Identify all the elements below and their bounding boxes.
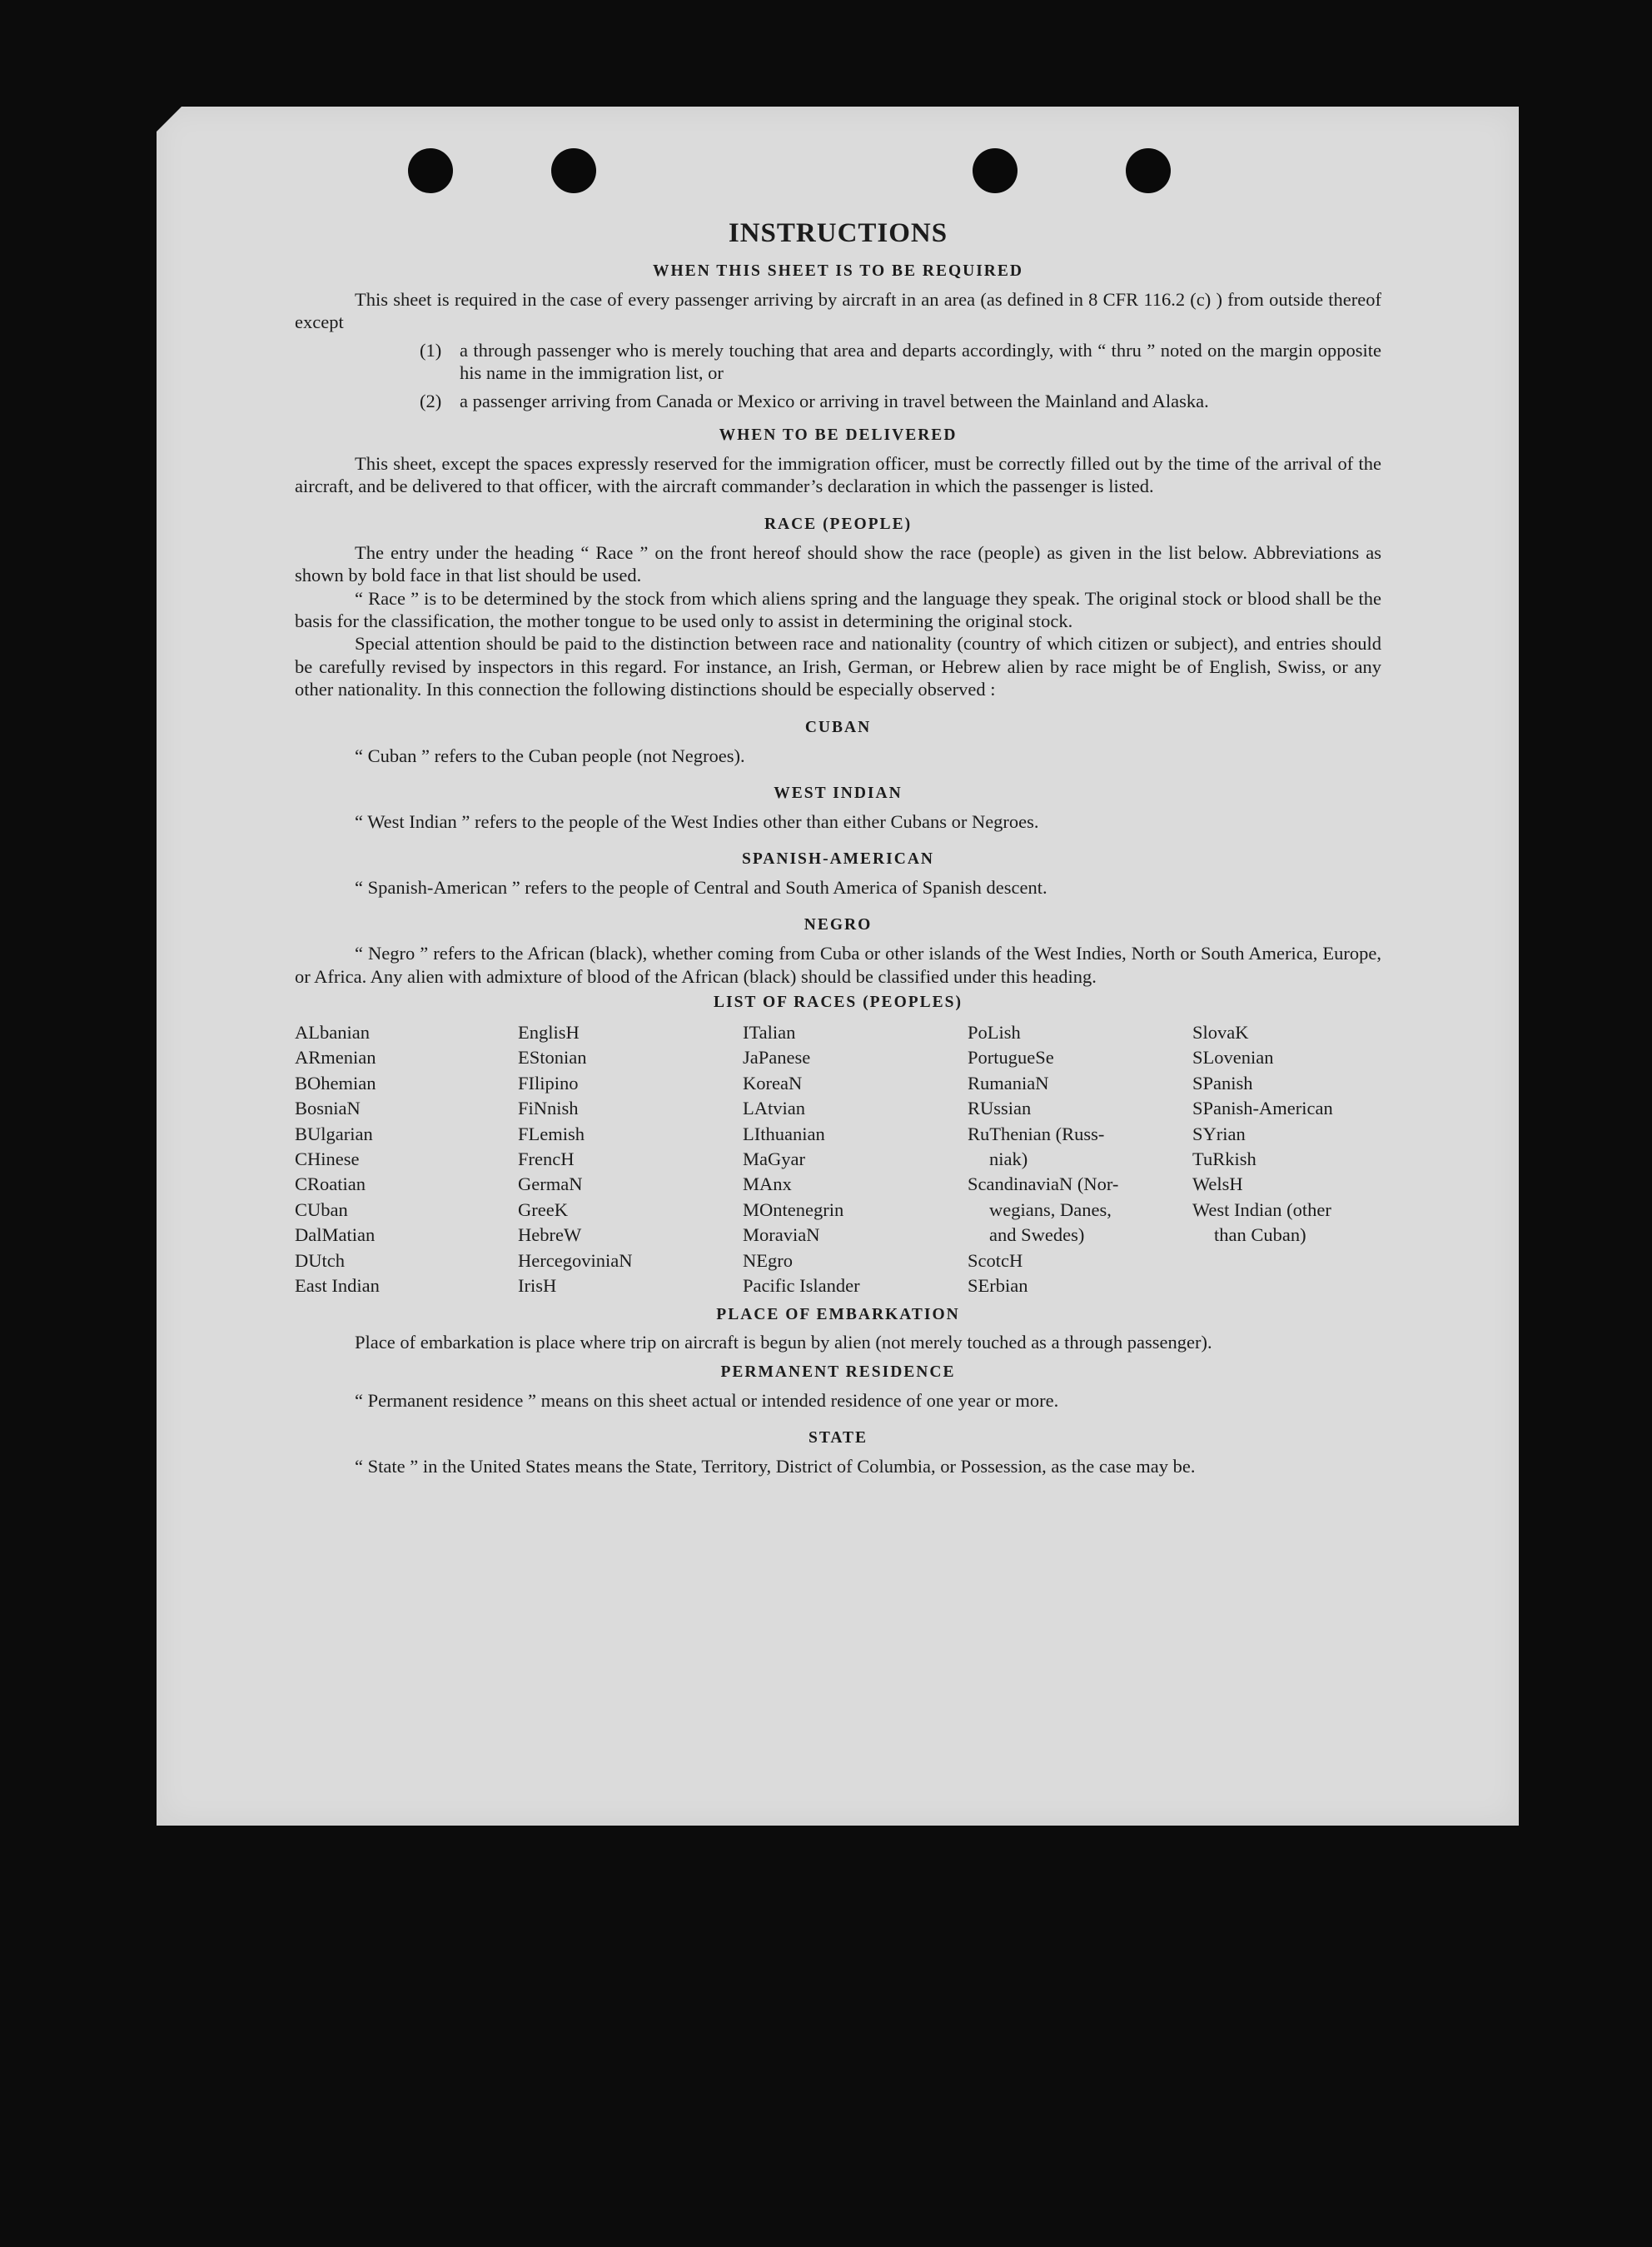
race-entry: ScandinaviaN (Nor- (968, 1173, 1119, 1195)
exception-text: a through passenger who is merely touching that area and departs accordingly, with “ thru ” noted on the margin opposite his name in the immigration list, or (460, 339, 1381, 384)
race-entry: MaGyar (743, 1148, 805, 1169)
embarkation-text: Place of embarkation is place where trip on aircraft is begun by alien (not merely touched as a through passenger). (355, 1332, 1212, 1353)
race-entry: HebreW (518, 1224, 582, 1246)
required-intro-text: This sheet is required in the case of every passenger arriving by aircraft in an area (as defined in 8 CFR 116.2 (c) ) from outside thereof except (295, 289, 1381, 333)
race-entry: MOntenegrin (743, 1198, 844, 1220)
exception-number: (1) (420, 339, 442, 361)
punch-hole (408, 148, 453, 193)
race-entry: CUban (295, 1198, 348, 1220)
section-heading-residence: PERMANENT RESIDENCE (720, 1363, 956, 1381)
residence-text: “ Permanent residence ” means on this sheet actual or intended residence of one year or more. (355, 1389, 1059, 1411)
race-entry: ScotcH (968, 1249, 1023, 1271)
race-entry: MoraviaN (743, 1224, 820, 1246)
section-heading-negro: NEGRO (804, 916, 873, 934)
exceptions-list (295, 339, 1381, 412)
race-entry: FLemish (518, 1123, 585, 1144)
required-intro (295, 288, 1381, 334)
races-column (743, 1021, 968, 1300)
race-entry: WelsH (1192, 1173, 1243, 1195)
race-entry: CHinese (295, 1148, 360, 1169)
race-entry: SLovenian (1192, 1047, 1274, 1069)
punch-hole (551, 148, 596, 193)
punch-hole (973, 148, 1018, 193)
race-paragraph: “ Race ” is to be determined by the stock from which aliens spring and the language they speak. The original stock or blood shall be the basis for the classification, the mother tongue to be used only to assist in determining the original stock. (295, 587, 1381, 631)
race-entry: FiNnish (518, 1098, 579, 1119)
races-column (968, 1021, 1192, 1300)
race-entry: East Indian (295, 1275, 380, 1297)
section-heading-west-indian: WEST INDIAN (774, 784, 903, 802)
state-text: “ State ” in the United States means the State, Territory, District of Columbia, or Possession, as the case may be. (355, 1455, 1196, 1477)
race-entry: SPanish (1192, 1072, 1253, 1094)
race-entry: ITalian (743, 1021, 796, 1043)
race-entry: RuThenian (Russ- (968, 1123, 1105, 1144)
race-entry: HercegoviniaN (518, 1249, 633, 1271)
race-paragraph: The entry under the heading “ Race ” on the front hereof should show the race (people) as given in the list below. Abbreviations as shown by bold face in that list should be used. (295, 541, 1381, 586)
race-entry: EnglisH (518, 1021, 580, 1043)
race-entry: ALbanian (295, 1021, 370, 1043)
race-paragraph: Special attention should be paid to the distinction between race and nationality (country of which citizen or subject), and entries should be carefully revised by inspectors in this regard. For instance, an Irish, German, or Hebrew alien by race might be of English, Swiss, or any other nationality. In this connection the following distinctions should be especially observed : (295, 633, 1381, 700)
race-entry: PortugueSe (968, 1047, 1054, 1069)
race-entry: LAtvian (743, 1098, 805, 1119)
section-heading-required: WHEN THIS SHEET IS TO BE REQUIRED (653, 262, 1023, 281)
race-entry: GreeK (518, 1198, 568, 1220)
section-heading-embarkation: PLACE OF EMBARKATION (716, 1305, 960, 1323)
document-sheet (157, 107, 1519, 1826)
instructions-content (295, 217, 1381, 1477)
race-entry: SErbian (968, 1275, 1028, 1297)
race-entry: KoreaN (743, 1072, 803, 1094)
race-entry: JaPanese (743, 1047, 811, 1069)
race-entry: RUssian (968, 1098, 1032, 1119)
section-heading-list: LIST OF RACES (PEOPLES) (713, 994, 963, 1012)
race-entry: MAnx (743, 1173, 792, 1195)
race-entry-continued: than Cuban) (1214, 1224, 1306, 1246)
race-entry: PoLish (968, 1021, 1021, 1043)
race-entry-continued: and Swedes) (989, 1224, 1085, 1246)
spanish-american-text: “ Spanish-American ” refers to the people of Central and South America of Spanish descent. (355, 876, 1047, 898)
race-entry: BosniaN (295, 1098, 361, 1119)
race-entry: DUtch (295, 1249, 345, 1271)
race-entry: Pacific Islander (743, 1275, 860, 1297)
race-entry: West Indian (other (1192, 1198, 1331, 1220)
race-entry: CRoatian (295, 1173, 366, 1195)
section-heading-spanish-american: SPANISH-AMERICAN (742, 850, 934, 869)
section-heading-state: STATE (808, 1429, 868, 1447)
race-entry-continued: niak) (989, 1148, 1028, 1169)
cuban-text: “ Cuban ” refers to the Cuban people (not Negroes). (355, 745, 745, 766)
race-entry: LIthuanian (743, 1123, 825, 1144)
race-entry: FrencH (518, 1148, 575, 1169)
race-entry: TuRkish (1192, 1148, 1256, 1169)
races-column (1192, 1021, 1381, 1300)
races-column (295, 1021, 518, 1300)
race-entry: DalMatian (295, 1224, 376, 1246)
race-entry: EStonian (518, 1047, 587, 1069)
races-list (295, 1021, 1381, 1300)
exception-item (420, 339, 1381, 385)
section-heading-race: RACE (PEOPLE) (764, 515, 913, 533)
race-entry: SYrian (1192, 1123, 1246, 1144)
race-entry: NEgro (743, 1249, 793, 1271)
west-indian-text: “ West Indian ” refers to the people of the West Indies other than either Cubans or Negroes. (355, 810, 1039, 832)
races-column (518, 1021, 743, 1300)
race-entry: ARmenian (295, 1047, 376, 1069)
race-entry: GermaN (518, 1173, 583, 1195)
race-entry: BUlgarian (295, 1123, 373, 1144)
race-entry: SlovaK (1192, 1021, 1249, 1043)
race-entry-continued: wegians, Danes, (989, 1198, 1112, 1220)
section-heading-cuban: CUBAN (804, 718, 872, 736)
delivered-text: This sheet, except the spaces expressly reserved for the immigration officer, must be correctly filled out by the time of the arrival of the aircraft, and be delivered to that officer, with the aircraft commander’s declaration in which the passenger is listed. (295, 453, 1381, 497)
race-entry: IrisH (518, 1275, 557, 1297)
race-entry: BOhemian (295, 1072, 376, 1094)
exception-text: a passenger arriving from Canada or Mexico or arriving in travel between the Mainland and Alaska. (460, 390, 1209, 411)
race-entry: SPanish-American (1192, 1098, 1333, 1119)
negro-text: “ Negro ” refers to the African (black), whether coming from Cuba or other islands of the West Indies, North or South America, Europe, or Africa. Any alien with admixture of blood of the African (black) should be classified under this heading. (295, 943, 1381, 987)
page-title: INSTRUCTIONS (728, 218, 948, 248)
section-heading-delivered: WHEN TO BE DELIVERED (719, 426, 958, 445)
race-entry: FIlipino (518, 1072, 579, 1094)
exception-number: (2) (420, 390, 442, 411)
punch-hole (1126, 148, 1171, 193)
exception-item (420, 390, 1381, 412)
race-entry: RumaniaN (968, 1072, 1049, 1094)
